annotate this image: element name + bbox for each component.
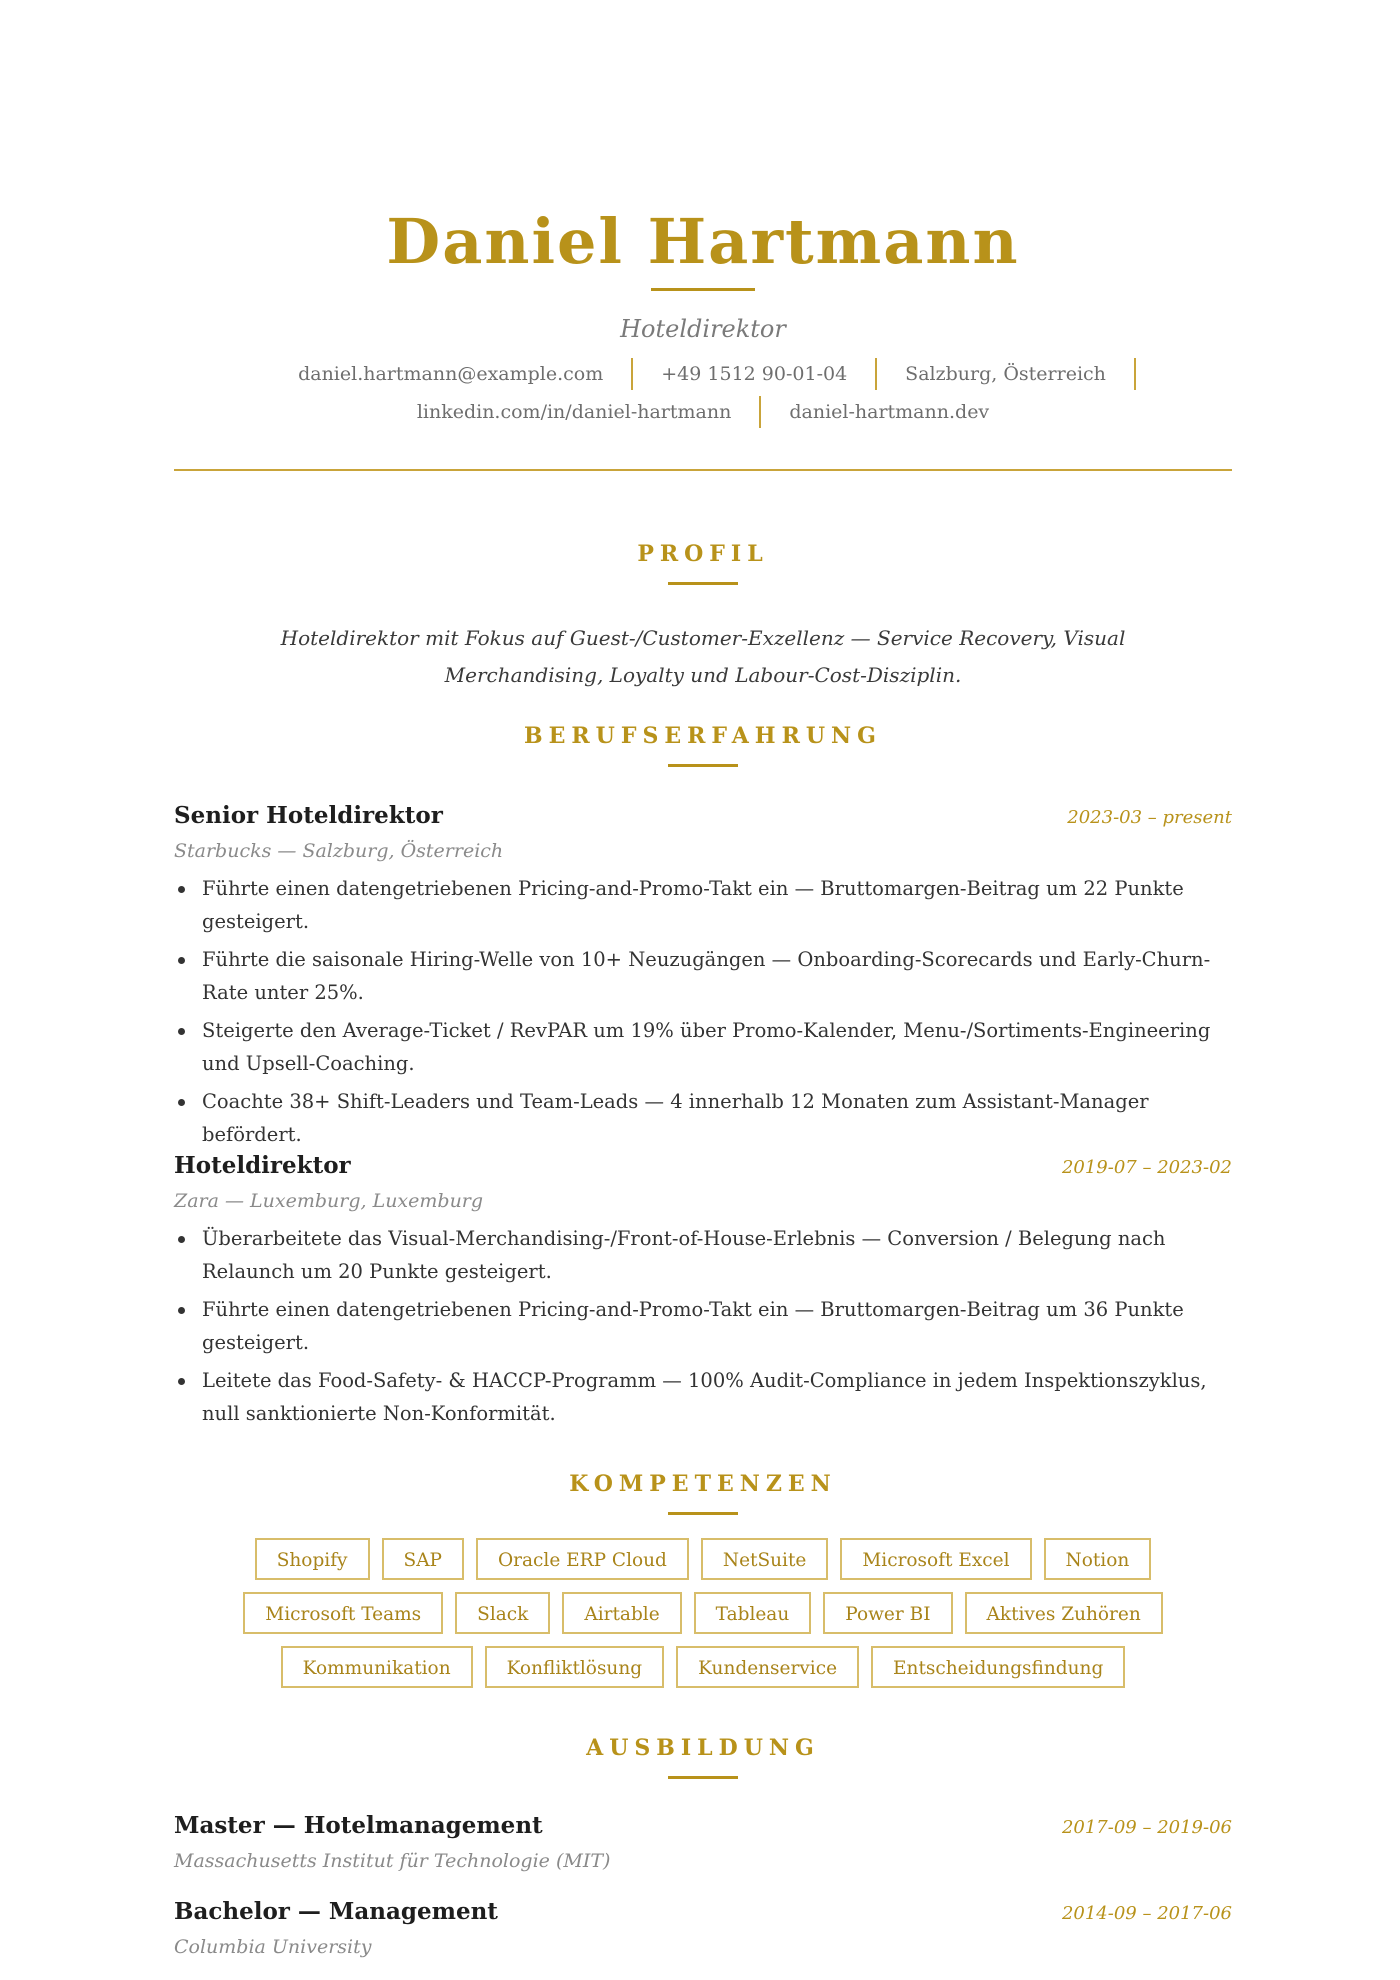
skill-chip: Airtable — [562, 1592, 681, 1634]
skill-row — [174, 1646, 1232, 1688]
skill-chip: NetSuite — [701, 1538, 828, 1580]
section-heading-skills — [174, 1468, 1232, 1515]
section-heading-education — [174, 1732, 1232, 1779]
profile-line: Hoteldirektor mit Fokus auf Guest-/Customer-Exzellenz — Service Recovery, Visual — [280, 626, 1126, 650]
achievement-list — [174, 1222, 1232, 1430]
contact-phone[interactable]: +49 1512 90-01-04 — [661, 363, 848, 385]
contact-linkedin[interactable]: linkedin.com/in/daniel-hartmann — [416, 401, 732, 423]
section-underline — [668, 764, 738, 767]
section-heading-experience — [174, 720, 1232, 767]
job-dates: 2023-03 – present — [1067, 807, 1232, 828]
experience-header — [174, 1148, 1232, 1184]
contact-location: Salzburg, Österreich — [905, 363, 1106, 385]
resume-page — [174, 0, 1232, 1980]
achievement-text: Steigerte den Average-Ticket / RevPAR um 19% über Promo-Kalender, Menu-/Sortiments-Engineering und Upsell-Coaching. — [202, 1019, 1211, 1075]
skill-chip: Kundenservice — [676, 1646, 859, 1688]
school: Columbia University — [174, 1936, 372, 1958]
job-dates: 2019-07 – 2023-02 — [1061, 1157, 1232, 1178]
resume-header — [174, 196, 1232, 431]
contact-email[interactable]: daniel.hartmann@example.com — [298, 363, 604, 385]
contact-row-1 — [174, 355, 1232, 393]
job-role: Hoteldirektor — [174, 1152, 351, 1179]
education-header — [174, 1808, 1232, 1844]
education-dates: 2014-09 – 2017-06 — [1061, 1903, 1232, 1924]
achievement-text: Leitete das Food-Safety- & HACCP-Programm — 100% Audit-Compliance in jedem Inspektionszyklus, null sanktionierte Non-Konformität. — [202, 1369, 1207, 1425]
degree: Bachelor — Management — [174, 1898, 498, 1925]
skills-grid — [174, 1538, 1232, 1700]
bullet-icon — [178, 957, 185, 964]
section-title: PROFIL — [637, 541, 769, 567]
skill-chip: Entscheidungsfindung — [871, 1646, 1125, 1688]
bullet-icon — [178, 886, 185, 893]
section-underline — [668, 1776, 738, 1779]
contact-website[interactable]: daniel-hartmann.dev — [789, 401, 990, 423]
skill-chip: SAP — [382, 1538, 464, 1580]
achievement-item — [174, 943, 1232, 1009]
degree: Master — Hotelmanagement — [174, 1812, 543, 1839]
section-title: KOMPETENZEN — [569, 1471, 837, 1497]
achievement-list — [174, 872, 1232, 1151]
job-organization: Zara — Luxemburg, Luxemburg — [174, 1190, 484, 1212]
education-entry — [174, 1894, 1232, 1964]
header-divider — [174, 469, 1232, 471]
skill-chip: Kommunikation — [281, 1646, 473, 1688]
skill-chip: Notion — [1044, 1538, 1152, 1580]
skill-chip: Power BI — [823, 1592, 952, 1634]
achievement-text: Führte einen datengetriebenen Pricing-and-Promo-Takt ein — Bruttomargen-Beitrag um 36 Punkte gesteigert. — [202, 1298, 1184, 1354]
job-role: Senior Hoteldirektor — [174, 802, 443, 829]
achievement-text: Führte einen datengetriebenen Pricing-and-Promo-Takt ein — Bruttomargen-Beitrag um 22 Punkte gesteigert. — [202, 877, 1184, 933]
profile-line: Merchandising, Loyalty und Labour-Cost-Disziplin. — [444, 663, 962, 687]
skill-row — [174, 1592, 1232, 1634]
achievement-item — [174, 1085, 1232, 1151]
section-underline — [668, 582, 738, 585]
contact-separator — [1134, 358, 1136, 390]
achievement-text: Führte die saisonale Hiring-Welle von 10+ Neuzugängen — Onboarding-Scorecards und Early-Churn-Rate unter 25%. — [202, 948, 1211, 1004]
skill-chip: Oracle ERP Cloud — [476, 1538, 689, 1580]
experience-entry — [174, 798, 1232, 1156]
skill-chip: Aktives Zuhören — [965, 1592, 1163, 1634]
contact-row-2 — [174, 393, 1232, 431]
skill-row — [174, 1538, 1232, 1580]
job-organization: Starbucks — Salzburg, Österreich — [174, 840, 504, 862]
achievement-text: Überarbeitete das Visual-Merchandising-/Front-of-House-Erlebnis — Conversion / Belegung nach Relaunch um 20 Punkte gesteigert. — [202, 1227, 1166, 1283]
achievement-item — [174, 1364, 1232, 1430]
profile-summary — [264, 620, 1142, 694]
school: Massachusetts Institut für Technologie (MIT) — [174, 1850, 611, 1872]
skill-chip: Konfliktlösung — [485, 1646, 665, 1688]
achievement-text: Coachte 38+ Shift-Leaders und Team-Leads — 4 innerhalb 12 Monaten zum Assistant-Manager befördert. — [202, 1090, 1149, 1146]
skill-chip: Slack — [455, 1592, 550, 1634]
education-header — [174, 1894, 1232, 1930]
skill-chip: Microsoft Teams — [243, 1592, 443, 1634]
skill-chip: Tableau — [694, 1592, 812, 1634]
education-entry — [174, 1808, 1232, 1878]
section-heading-profile — [174, 538, 1232, 585]
section-title: BERUFSERFAHRUNG — [524, 723, 882, 749]
bullet-icon — [178, 1307, 185, 1314]
name-underline — [651, 288, 755, 291]
achievement-item — [174, 1014, 1232, 1080]
bullet-icon — [178, 1028, 185, 1035]
experience-entry — [174, 1148, 1232, 1435]
bullet-icon — [178, 1236, 185, 1243]
bullet-icon — [178, 1378, 185, 1385]
section-title: AUSBILDUNG — [586, 1735, 820, 1761]
job-title: Hoteldirektor — [620, 315, 786, 343]
experience-header — [174, 798, 1232, 834]
education-dates: 2017-09 – 2019-06 — [1061, 1817, 1232, 1838]
achievement-item — [174, 1293, 1232, 1359]
achievement-item — [174, 1222, 1232, 1288]
skill-chip: Shopify — [255, 1538, 370, 1580]
candidate-name: Daniel Hartmann — [386, 205, 1020, 278]
bullet-icon — [178, 1099, 185, 1106]
achievement-item — [174, 872, 1232, 938]
section-underline — [668, 1512, 738, 1515]
skill-chip: Microsoft Excel — [840, 1538, 1031, 1580]
